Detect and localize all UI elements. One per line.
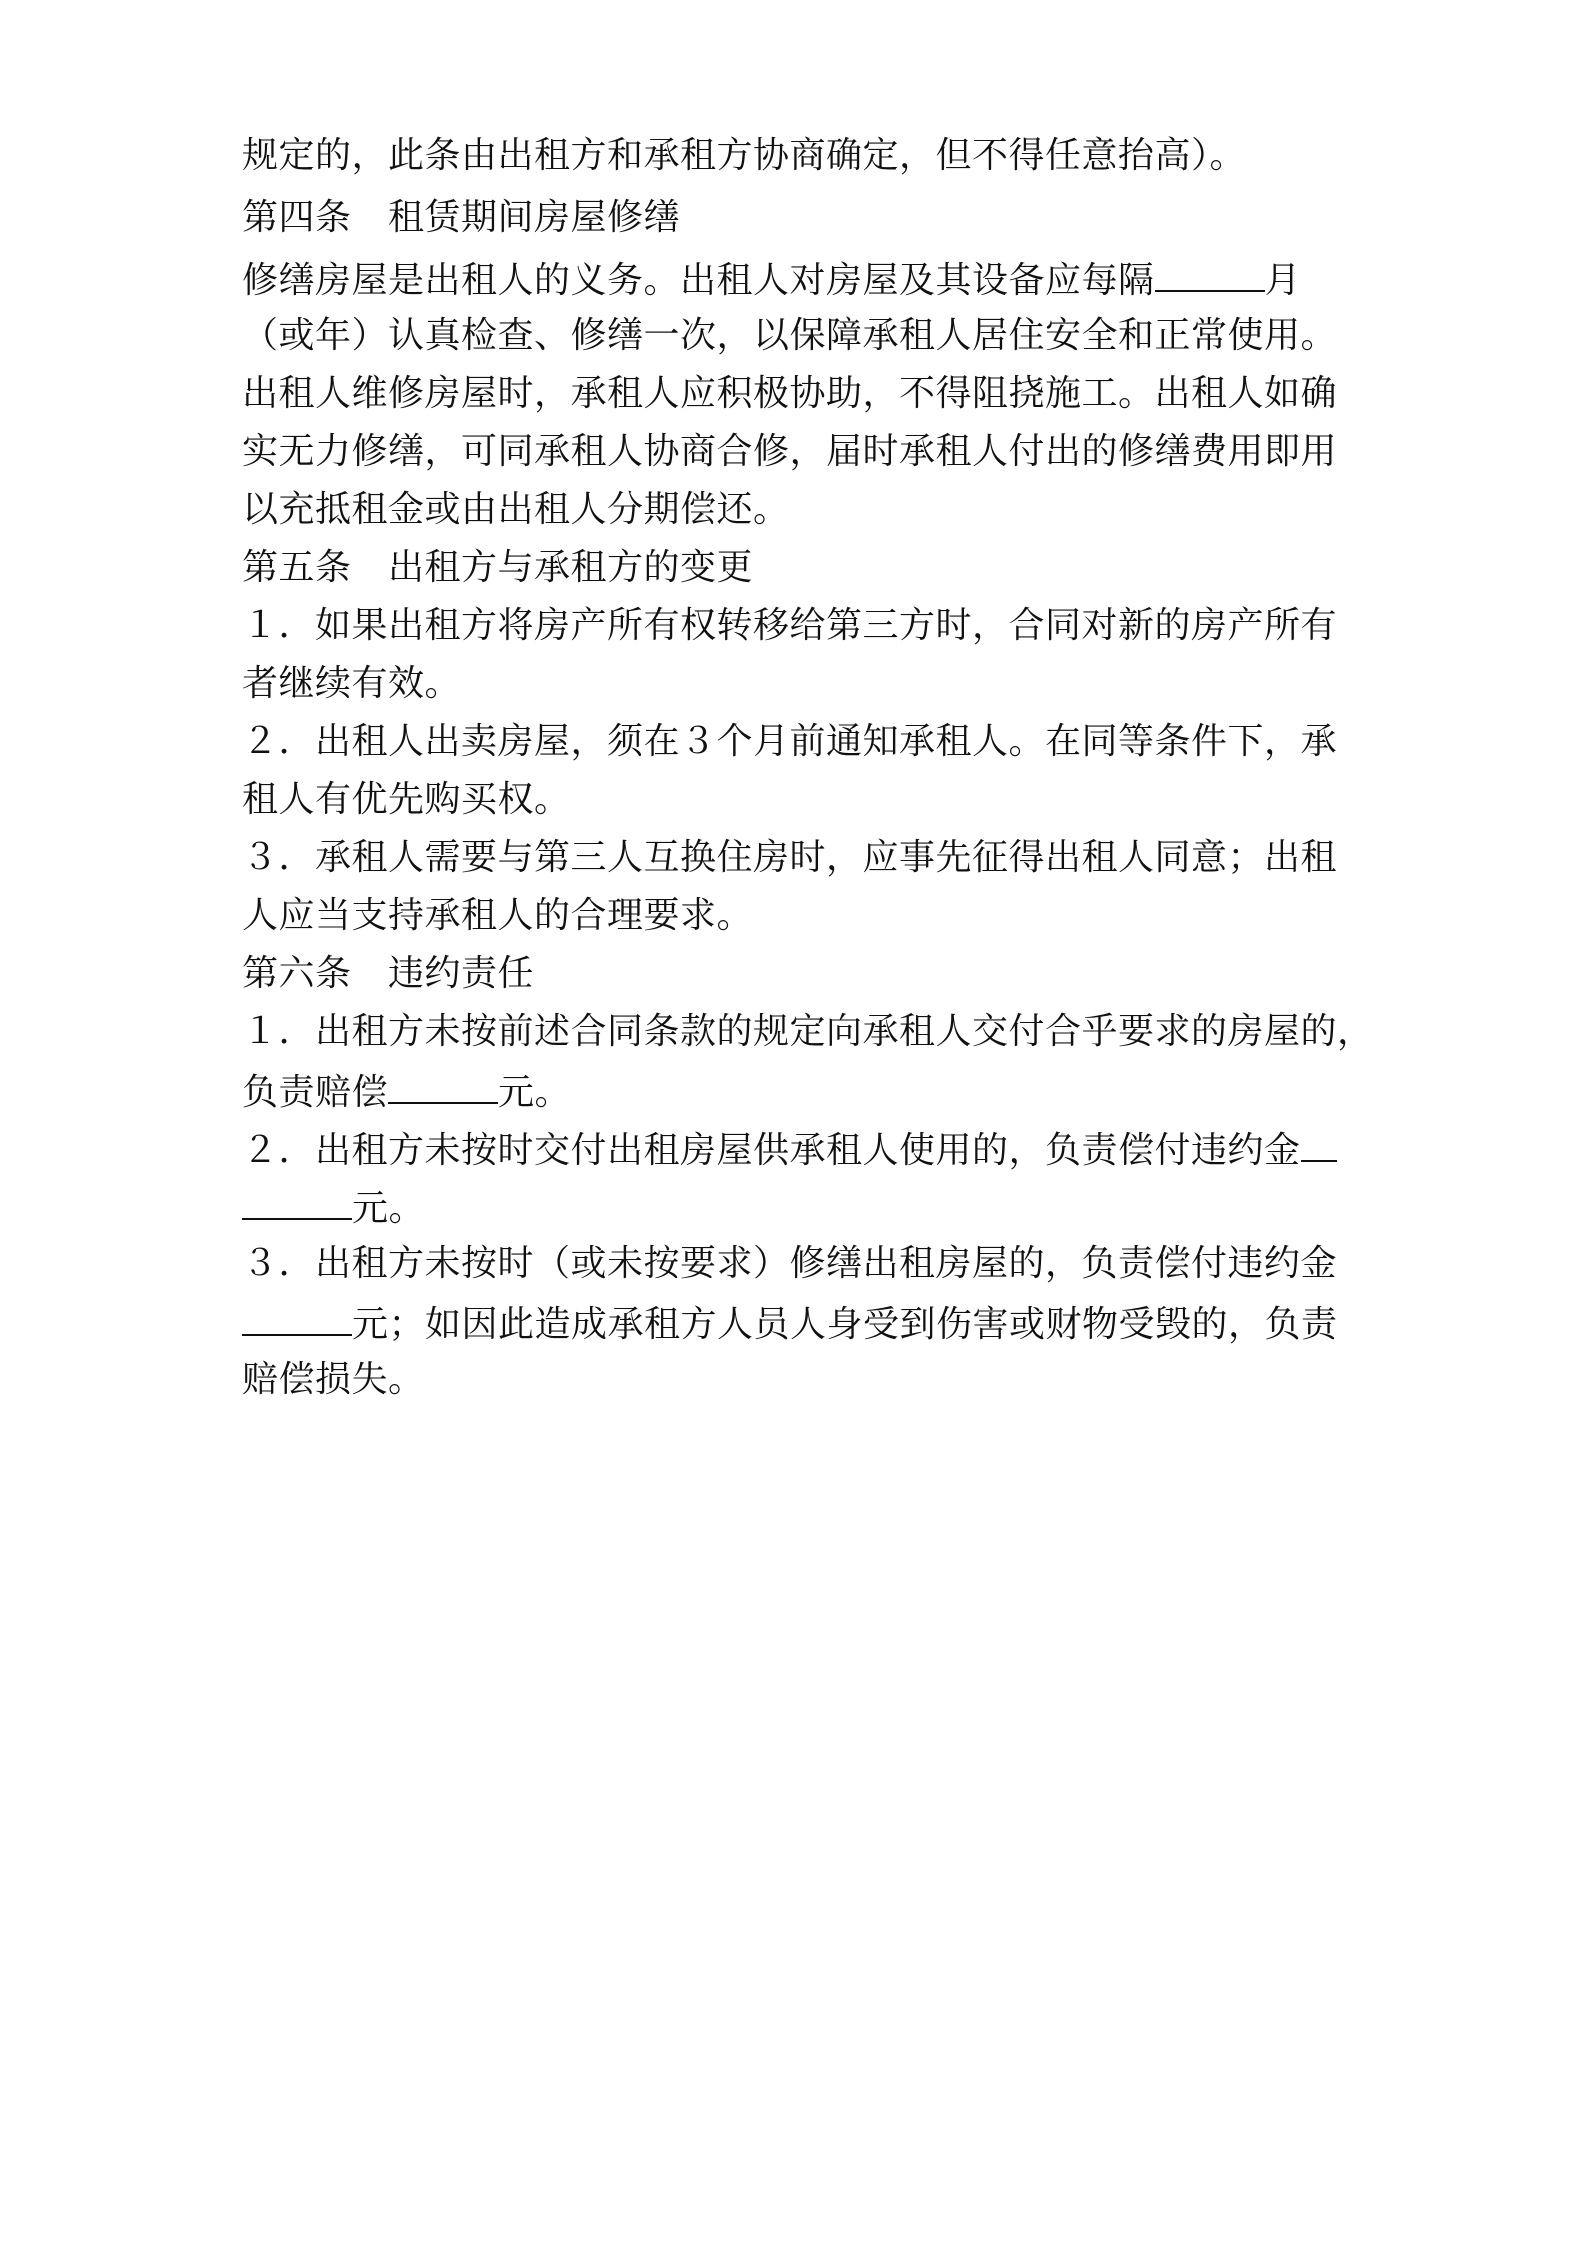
- line-text: 第四条 租赁期间房屋修缮: [242, 197, 681, 238]
- text-line: [242, 256, 1301, 303]
- line-text: 租人有优先购买权。: [242, 779, 571, 820]
- text-line: [242, 662, 461, 706]
- line-text: 出租人维修房屋时，承租人应积极协助，不得阻挠施工。出租人如确: [242, 373, 1338, 414]
- article-6-heading: [242, 952, 534, 996]
- line-text: 人应当支持承租人的合理要求。: [242, 895, 754, 936]
- line-text: 第六条 违约责任: [242, 953, 535, 994]
- text-line: [242, 778, 571, 822]
- text-line: [242, 134, 1246, 178]
- line-text: ２．出租人出卖房屋，须在３个月前通知承租人。在同等条件下，承: [242, 721, 1338, 762]
- blank-field: [242, 1300, 352, 1336]
- text-line: [242, 314, 1337, 358]
- blank-field: [1301, 1126, 1337, 1162]
- text-line: [242, 894, 753, 938]
- blank-field: [1155, 256, 1265, 292]
- line-text: 修缮房屋是出租人的义务。出租人对房屋及其设备应每隔: [242, 260, 1155, 301]
- line-text: 负责赔偿: [242, 1072, 389, 1113]
- text-line: [242, 430, 1337, 474]
- text-line: [242, 720, 1337, 764]
- line-text: ２．出租方未按时交付出租房屋供承租人使用的，负责偿付违约金: [242, 1130, 1301, 1171]
- line-text: １．出租方未按前述合同条款的规定向承租人交付合乎要求的房屋的，: [242, 1011, 1374, 1052]
- line-text: １．如果出租方将房产所有权转移给第三方时，合同对新的房产所有: [242, 605, 1338, 646]
- line-text: ３．出租方未按时（或未按要求）修缮出租房屋的，负责偿付违约金: [242, 1243, 1338, 1284]
- line-text: 实无力修缮，可同承租人协商合修，届时承租人付出的修缮费用即用: [242, 431, 1338, 472]
- blank-field: [388, 1068, 498, 1104]
- text-line: [242, 1126, 1337, 1173]
- text-line: [242, 1242, 1337, 1286]
- text-line: [242, 1184, 425, 1231]
- text-line: [242, 1300, 1338, 1347]
- text-line: [242, 1010, 1374, 1054]
- line-text: 月: [1264, 260, 1302, 301]
- line-text: 第五条 出租方与承租方的变更: [242, 547, 754, 588]
- line-text: ３．承租人需要与第三人互换住房时，应事先征得出租人同意；出租: [242, 837, 1338, 878]
- text-line: [242, 604, 1337, 648]
- line-text: （或年）认真检查、修缮一次，以保障承租人居住安全和正常使用。: [242, 315, 1338, 356]
- article-4-heading: [242, 196, 680, 240]
- line-text: 者继续有效。: [242, 663, 462, 704]
- text-line: [242, 1068, 571, 1115]
- line-text: 以充抵租金或由出租人分期偿还。: [242, 489, 790, 530]
- text-line: [242, 488, 790, 532]
- text-line: [242, 372, 1337, 416]
- line-text: 元。: [352, 1188, 426, 1229]
- line-text: 元；如因此造成承租方人员人身受到伤害或财物受毁的，负责: [352, 1304, 1338, 1345]
- article-5-heading: [242, 546, 753, 590]
- line-text: 元。: [498, 1072, 572, 1113]
- blank-field: [242, 1184, 352, 1220]
- text-line: [242, 1358, 425, 1402]
- line-text: 规定的，此条由出租方和承租方协商确定，但不得任意抬高）。: [242, 135, 1247, 176]
- line-text: 赔偿损失。: [242, 1359, 425, 1400]
- text-line: [242, 836, 1337, 880]
